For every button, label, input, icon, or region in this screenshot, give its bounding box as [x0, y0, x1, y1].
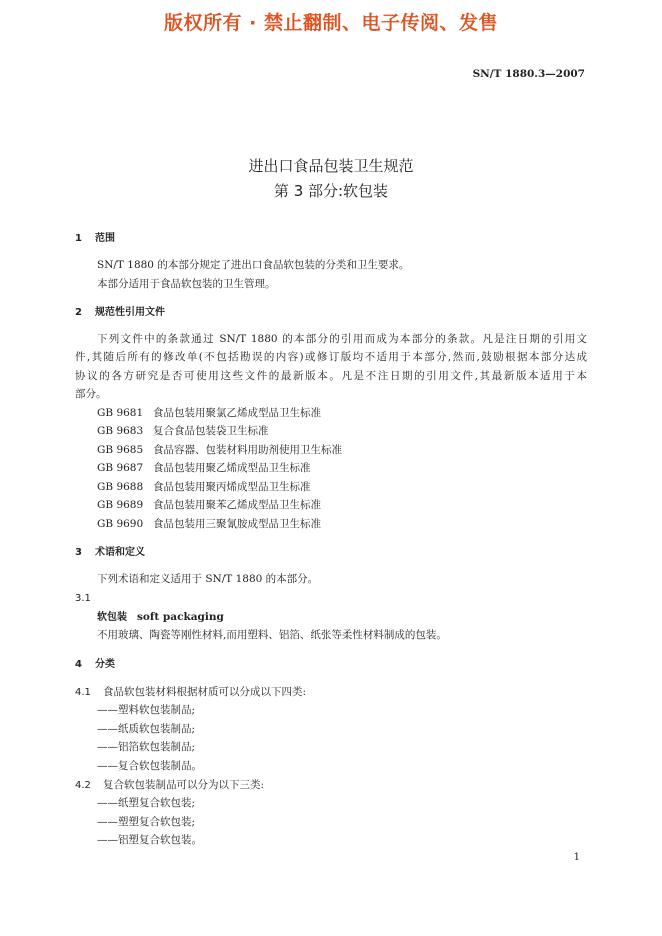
reference-code: GB 9688 [97, 481, 144, 493]
document-code: SN/T 1880.3—2007 [472, 68, 585, 80]
section-1-paragraph-1: SN/T 1880 的本部分规定了进出口食品软包装的分类和卫生要求。 [97, 259, 410, 271]
subsection-number: 4.2 [75, 780, 91, 791]
reference-item [97, 443, 342, 457]
reference-code: GB 9687 [97, 462, 144, 474]
reference-item [97, 406, 321, 420]
reference-title: 食品包装用聚丙烯成型品卫生标准 [153, 481, 311, 493]
reference-code: GB 9689 [97, 499, 144, 511]
subsection-4-1 [75, 685, 306, 700]
reference-title: 食品包装用聚苯乙烯成型品卫生标准 [153, 499, 321, 511]
document-subtitle: 第 3 部分:软包装 [273, 182, 389, 200]
section-title: 规范性引用文件 [95, 307, 165, 318]
section-2-paragraph-line: 件,其随后所有的修改单(不包括勘误的内容)或修订版均不适用于本部分,然而,鼓励根据本部分达成 [75, 351, 587, 363]
reference-title: 食品容器、包装材料用助剂使用卫生标准 [153, 444, 342, 456]
reference-item [97, 517, 321, 531]
list-item: ——铝箔软包装制品; [97, 741, 196, 753]
section-3-heading [75, 546, 145, 560]
section-2-paragraph-line: 下列文件中的条款通过 SN/T 1880 的本部分的引用而成为本部分的条款。凡是注日期的引用文 [97, 333, 587, 345]
term-definition: 不用玻璃、陶瓷等刚性材料,而用塑料、铝箔、纸张等柔性材料制成的包装。 [97, 629, 447, 641]
section-3-intro: 下列术语和定义适用于 SN/T 1880 的本部分。 [97, 573, 319, 585]
section-number: 2 [75, 307, 82, 318]
list-item: ——铝塑复合软包装。 [97, 834, 202, 846]
copyright-banner: 版权所有 · 禁止翻制、电子传阅、发售 [164, 12, 498, 34]
section-title: 术语和定义 [95, 547, 145, 558]
subsection-text: 食品软包装材料根据材质可以分成以下四类: [103, 686, 307, 698]
reference-code: GB 9681 [97, 407, 144, 419]
subsection-4-2 [75, 778, 264, 793]
list-item: ——塑塑复合软包装; [97, 816, 196, 828]
document-title: 进出口食品包装卫生规范 [248, 157, 414, 175]
section-4-heading [75, 658, 115, 672]
section-number: 4 [75, 659, 82, 670]
reference-title: 复合食品包装袋卫生标准 [153, 425, 269, 437]
reference-item [97, 461, 311, 475]
list-item: ——塑料软包装制品; [97, 704, 196, 716]
subsection-text: 复合软包装制品可以分为以下三类: [103, 779, 265, 791]
list-item: ——纸塑复合软包装; [97, 797, 196, 809]
page-number: 1 [573, 852, 580, 863]
reference-code: GB 9690 [97, 518, 144, 530]
section-2-paragraph-line: 协议的各方研究是否可使用这些文件的最新版本。凡是不注日期的引用文件,其最新版本适用于本 [75, 370, 587, 382]
term-entry [97, 610, 224, 625]
reference-item [97, 424, 269, 438]
reference-item [97, 480, 311, 494]
section-2-heading [75, 306, 165, 320]
section-1-heading [75, 232, 115, 246]
subsection-number: 4.1 [75, 687, 91, 698]
term-english: soft packaging [137, 611, 224, 623]
section-number: 1 [75, 233, 82, 244]
reference-item [97, 498, 321, 512]
reference-title: 食品包装用聚乙烯成型品卫生标准 [153, 462, 311, 474]
subsection-3-1-number: 3.1 [75, 593, 91, 604]
section-number: 3 [75, 547, 82, 558]
reference-code: GB 9683 [97, 425, 144, 437]
section-2-paragraph-line: 部分。 [75, 388, 107, 400]
list-item: ——纸质软包装制品; [97, 723, 196, 735]
section-1-paragraph-2: 本部分适用于食品软包装的卫生管理。 [97, 278, 276, 290]
reference-title: 食品包装用聚氯乙烯成型品卫生标准 [153, 407, 321, 419]
section-title: 范围 [95, 233, 115, 244]
list-item: ——复合软包装制品。 [97, 760, 202, 772]
reference-code: GB 9685 [97, 444, 144, 456]
reference-title: 食品包装用三聚氰胺成型品卫生标准 [153, 518, 321, 530]
section-title: 分类 [95, 659, 115, 670]
term-chinese: 软包装 [97, 612, 127, 623]
